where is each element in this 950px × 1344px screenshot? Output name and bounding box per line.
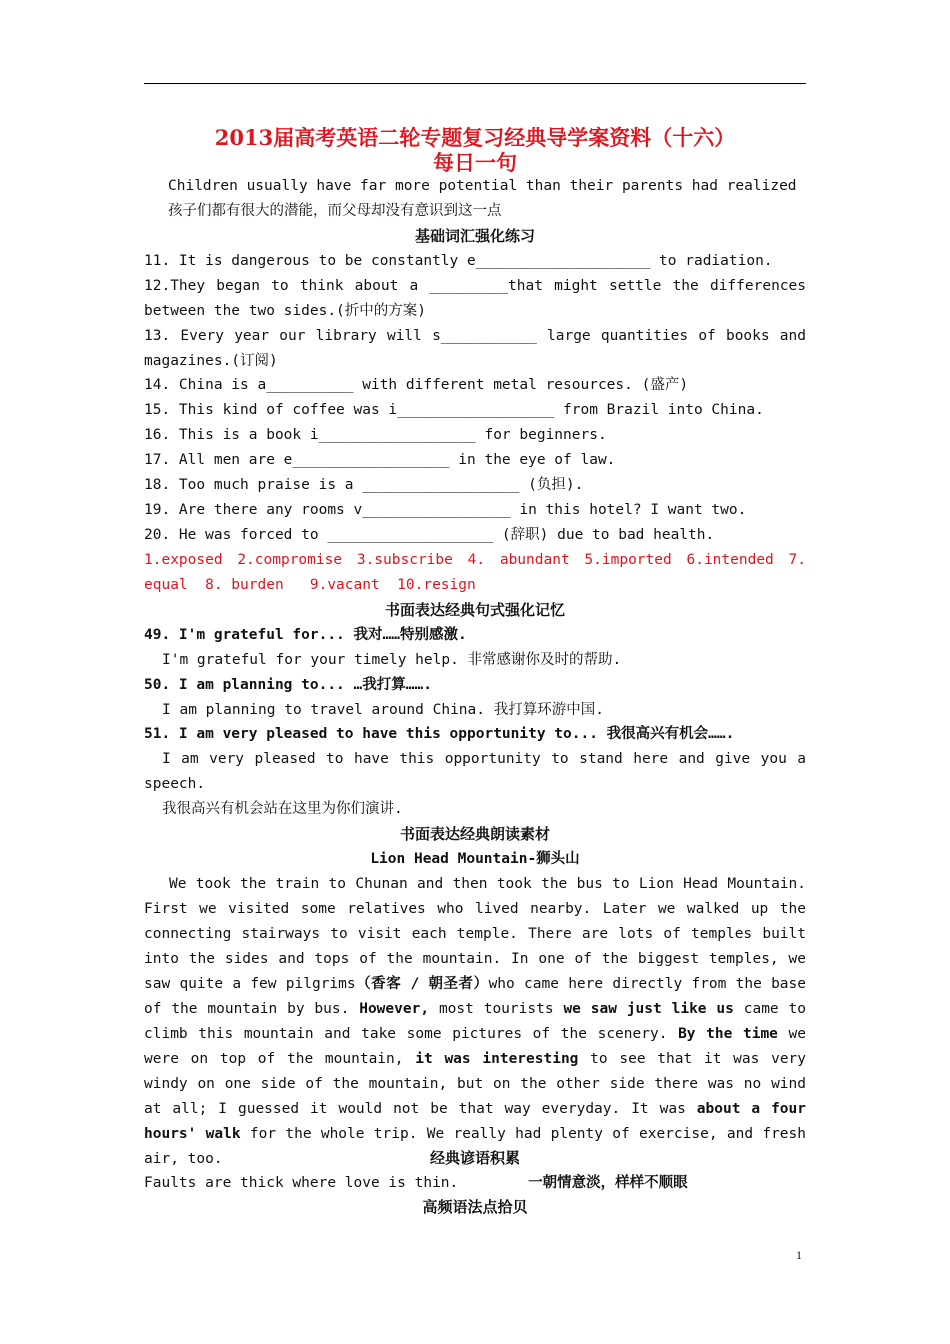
pattern-51-heading: 51. I am very pleased to have this opportunity to... 我很高兴有机会……. — [144, 726, 735, 742]
header-rule — [144, 83, 806, 84]
answer-key-line: 1.exposed 2.compromise 3.subscribe 4. abundant 5.imported 6.intended 7. — [144, 552, 806, 568]
section-heading-vocab: 基础词汇强化练习 — [414, 227, 535, 245]
daily-sentence-en: Children usually have far more potential than their parents had realized — [168, 178, 797, 194]
pattern-51-translation: 我很高兴有机会站在这里为你们演讲. — [162, 801, 403, 817]
daily-sentence-zh: 孩子们都有很大的潜能，而父母却没有意识到这一点 — [168, 203, 502, 219]
question-line: 14. China is a__________ with different metal resources. (盛产) — [144, 377, 689, 393]
question-line: 15. This kind of coffee was i__________________ from Brazil into China. — [144, 402, 764, 418]
pattern-49-example: I'm grateful for your timely help. 非常感谢你及时的帮助. — [162, 652, 622, 668]
pattern-51-example: I am very pleased to have this opportunity to stand here and give you a — [162, 751, 806, 767]
section-heading-grammar: 高频语法点拾贝 — [422, 1198, 528, 1216]
section-heading-reading: 书面表达经典朗读素材 — [399, 825, 550, 843]
question-line: 12.They began to think about a _________that might settle the differences — [144, 278, 806, 294]
reading-passage: We took the train to Chunan and then took the bus to Lion Head Mountain. First we visited some relatives who lived nearby. Later we walked up the connecting stairways to visit each temple. There are lots of temples built into the sides and tops of the mountain. In one of the biggest temples, we saw quite a few pilgrims（香客 / 朝圣者）who came here directly from the base of the mountain by bus. However, most tourists we saw just like us came to climb this mountain and take some pictures of the scenery. By the time we were on top of the mountain, it was interesting to see that it was very windy on one side of the mountain, but on the other side there was no wind at all; I guessed it would not be that way everyday. It was about a four hours' walk for the whole trip. We really had plenty of exercise, and fresh air, too. — [144, 876, 807, 1167]
proverb-zh: 一朝情意淡，样样不顺眼 — [528, 1175, 688, 1191]
question-line: 17. All men are e__________________ in the eye of law. — [144, 452, 616, 468]
pattern-50-heading: 50. I am planning to... …我打算……. — [144, 677, 432, 693]
question-line: magazines.(订阅) — [144, 353, 278, 369]
proverb-line — [144, 1171, 806, 1196]
document-subtitle: 每日一句 — [433, 150, 517, 175]
question-line: 18. Too much praise is a __________________ (负担). — [144, 477, 584, 493]
pattern-49-heading: 49. I'm grateful for... 我对……特别感激. — [144, 627, 467, 643]
reading-title: Lion Head Mountain-狮头山 — [370, 851, 580, 867]
question-line: 20. He was forced to ___________________ (辞职) due to bad health. — [144, 527, 715, 543]
answer-key-line: equal 8. burden 9.vacant 10.resign — [144, 577, 476, 593]
page-number: 1 — [796, 1248, 802, 1262]
section-heading-sentences: 书面表达经典句式强化记忆 — [384, 601, 565, 619]
section-heading-proverbs: 经典谚语积累 — [429, 1149, 520, 1167]
document-title: 2013届高考英语二轮专题复习经典导学案资料（十六） — [214, 125, 736, 150]
question-line: 19. Are there any rooms v_________________ in this hotel? I want two. — [144, 502, 747, 518]
question-line: 13. Every year our library will s___________ large quantities of books and — [144, 328, 806, 344]
pattern-50-example: I am planning to travel around China. 我打算环游中国. — [162, 702, 604, 718]
proverb-en: Faults are thick where love is thin. — [144, 1175, 459, 1191]
question-line: between the two sides.(折中的方案) — [144, 303, 427, 319]
question-line: 11. It is dangerous to be constantly e____________________ to radiation. — [144, 253, 773, 269]
pattern-51-example-cont: speech. — [144, 776, 206, 792]
question-line: 16. This is a book i__________________ for beginners. — [144, 427, 607, 443]
